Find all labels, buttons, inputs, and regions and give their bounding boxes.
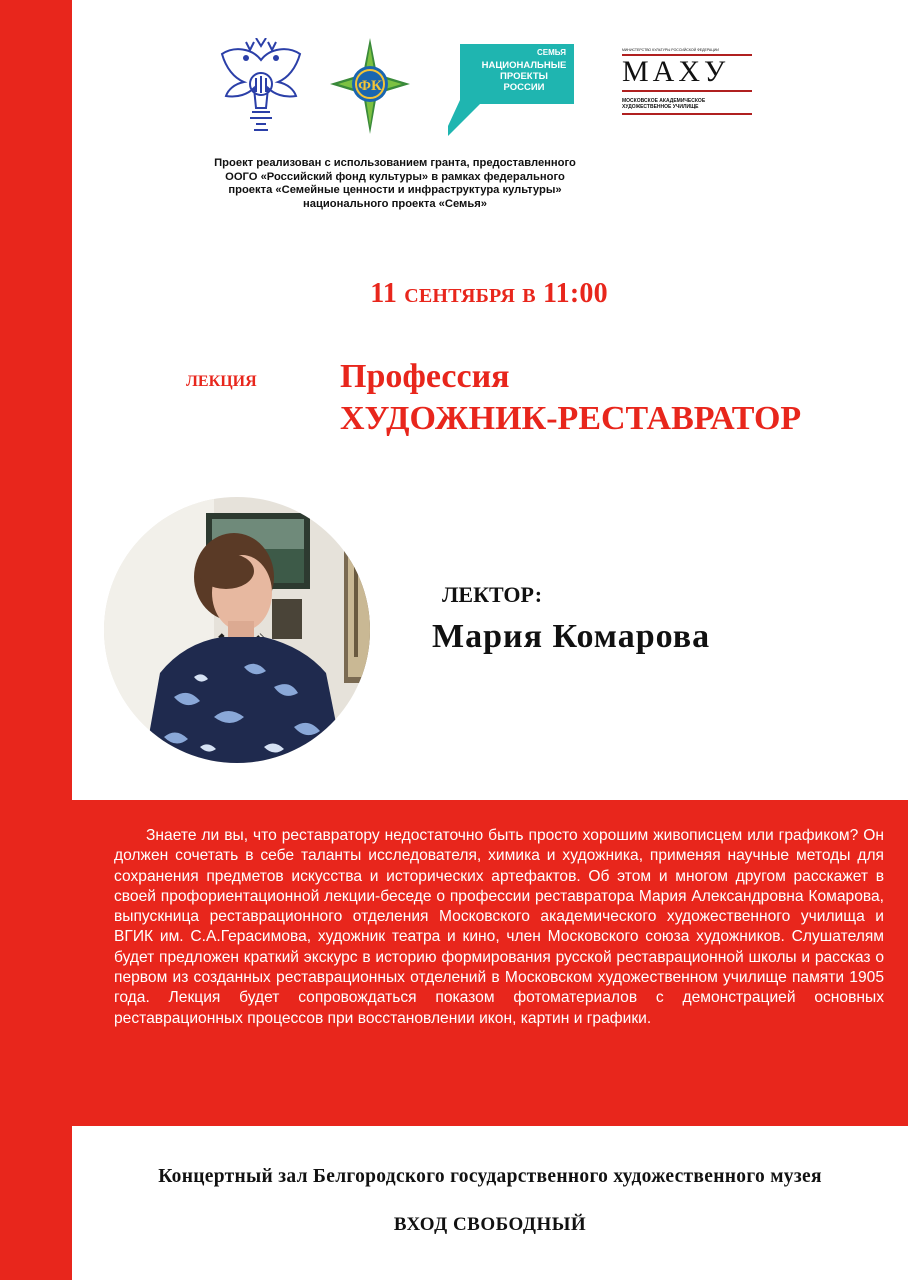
grant-notice	[180, 157, 610, 211]
mahu-sub2: ХУДОЖЕСТВЕННОЕ УЧИЛИЩЕ	[622, 104, 699, 110]
grant-line4: национального проекта «Семья»	[303, 197, 487, 210]
projects-line3: РОССИИ	[503, 82, 545, 93]
mahu-ministry: МИНИСТЕРСТВО КУЛЬТУРЫ РОССИЙСКОЙ ФЕДЕРАЦИИ	[622, 48, 719, 52]
footer-area	[72, 1126, 908, 1280]
lector-name: Мария Комарова	[432, 618, 711, 655]
lecture-title-line1: Профессия	[340, 358, 510, 395]
national-projects-logo	[444, 40, 574, 136]
lecture-label: лекция	[186, 366, 257, 391]
svg-text:ФК: ФК	[358, 78, 382, 94]
venue: Концертный зал Белгородского государственного художественного музея	[158, 1166, 822, 1187]
grant-line2: ООГО «Российский фонд культуры» в рамках федерального	[225, 170, 565, 183]
projects-top-label: СЕМЬЯ	[537, 48, 566, 57]
culture-fund-emblem-icon	[330, 38, 410, 134]
projects-line1: НАЦИОНАЛЬНЫЕ	[481, 60, 567, 71]
mahu-logo	[622, 48, 752, 128]
free-entry: ВХОД СВОБОДНЫЙ	[393, 1214, 587, 1235]
mahu-title: МАХУ	[622, 55, 730, 88]
description-text	[114, 826, 884, 1029]
lector-label: ЛЕКТОР:	[442, 582, 543, 607]
lecture-title	[340, 356, 801, 440]
mahu-sub1: МОСКОВСКОЕ АКАДЕМИЧЕСКОЕ	[622, 98, 706, 104]
logos-row	[212, 38, 752, 138]
projects-line2: ПРОЕКТЫ	[500, 71, 548, 82]
grant-line1: Проект реализован с использованием гранта, предоставленного	[214, 157, 576, 169]
description-paragraph: Знаете ли вы, что реставратору недостаточно быть просто хорошим живописцем или графиком? Он должен сочетать в себе таланты исследователя, химика и художника, применяя научные методы для сохранения предметов искусства и исторических артефактов. Об этом и многом другом расскажет в своей профориентационной лекции-беседе о профессии реставратора Мария Александровна Комарова, выпускница реставрационного отделения Московского академического художественного училища и ВГИК им. С.А.Герасимова, художник театра и кино, член Московского союза художников. Слушателям будет предложен краткий экскурс в историю формирования русской реставрационной школы и рассказ о первом из созданных реставрационных отделений в Московском художественном училище памяти 1905 года. Лекция будет сопровождаться показом фотоматериалов с демонстрацией основных реставрационных процессов при восстановлении икон, картин и графики.	[114, 827, 884, 1027]
left-red-stripe	[0, 0, 72, 1280]
lecture-title-line2: ХУДОЖНИК-РЕСТАВРАТОР	[340, 400, 802, 437]
russia-eagle-emblem-icon	[216, 38, 306, 136]
grant-line3: проекта «Семейные ценности и инфраструктура культуры»	[228, 184, 562, 196]
lector-photo	[104, 497, 370, 763]
event-date: 11 сентября в 11:00	[370, 278, 608, 309]
